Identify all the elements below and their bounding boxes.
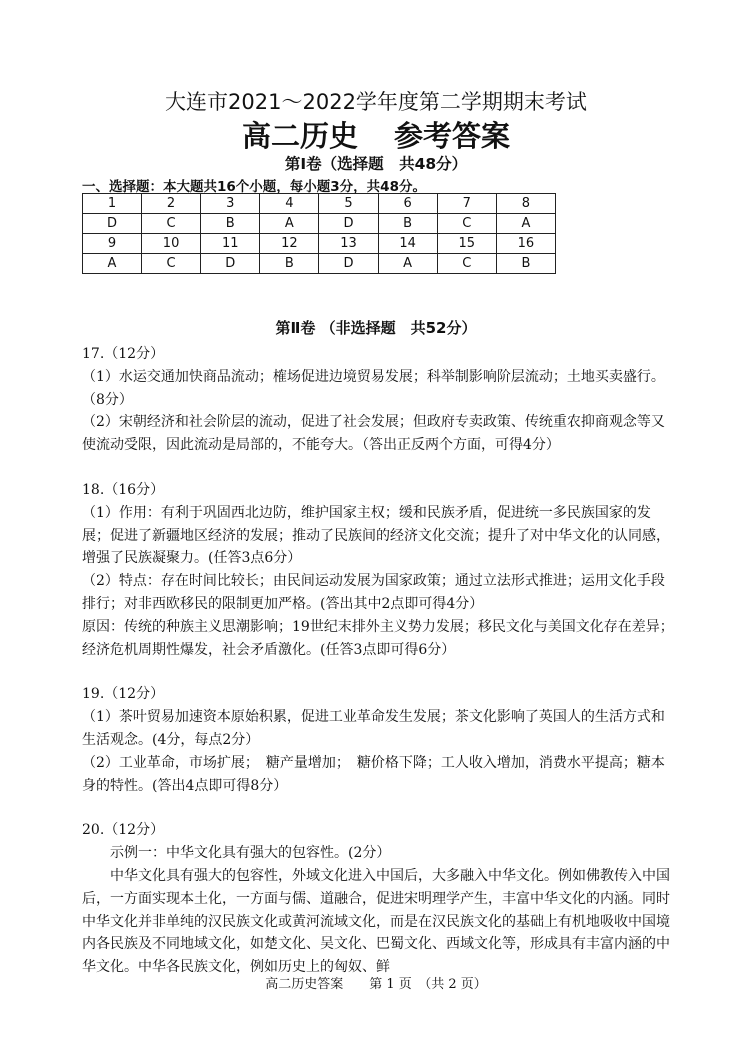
table-row [83, 234, 556, 254]
table-cell: D [201, 254, 260, 274]
table-cell: B [260, 254, 319, 274]
question-17 [82, 343, 678, 457]
table-cell: C [437, 254, 496, 274]
table-cell: 5 [319, 194, 378, 214]
question-20-text: 中华文化具有强大的包容性，外域文化进入中国后，大多融入中华文化。例如佛教传入中国后，一方面实现本土化，一方面与儒、道融合，促进宋明理学产生，丰富中华文化的内涵。同时中华文化并非单纯的汉民族文化或黄河流域文化，而是在汉民族文化的基础上有机地吸收中国境内各民族及不同地域文化，如楚文化、吴文化、巴蜀文化、西域文化等，形成具有丰富内涵的中华文化。中华各民族文化，例如历史上的匈奴、鲜 [82, 867, 670, 976]
part1-instruction: 一、选择题：本大题共16个小题，每小题3分，共48分。 [82, 179, 426, 195]
table-row [83, 214, 556, 234]
question-17-part2: （2）宋朝经济和社会阶层的流动，促进了社会发展；但政府专卖政策、传统重农抑商观念等又使流动受限，因此流动是局部的，不能夸大。（答出正反两个方面，可得4分） [82, 414, 665, 454]
part1-title: 第Ⅰ卷（选择题 共48分） [284, 155, 468, 173]
question-18-reasons: 原因：传统的种族主义思潮影响；19世纪末排外主义势力发展；移民文化与美国文化存在差异；经济危机周期性爆发，社会矛盾激化。(任答3点即可得6分） [82, 618, 674, 658]
table-cell: 4 [260, 194, 319, 214]
table-cell: D [319, 254, 378, 274]
table-cell: 3 [201, 194, 260, 214]
table-cell: 11 [201, 234, 260, 254]
page-title [0, 114, 752, 155]
table-cell: A [496, 214, 555, 234]
table-cell: 10 [142, 234, 201, 254]
table-cell: 1 [83, 194, 142, 214]
subject-title: 高二历史 [241, 119, 358, 153]
table-cell: A [83, 254, 142, 274]
answer-body [82, 343, 678, 979]
table-cell: C [437, 214, 496, 234]
question-18-part1: （1）作用：有利于巩固西北边防，维护国家主权；缓和民族矛盾，促进统一多民族国家的发展；促进了新疆地区经济的发展；推动了民族间的经济文化交流；提升了对中华文化的认同感，增强了民族凝聚力。(任答3点6分） [82, 504, 670, 567]
table-cell: 6 [378, 194, 437, 214]
question-20-head: 20.（12分） [82, 822, 165, 839]
table-cell: 15 [437, 234, 496, 254]
table-cell: 16 [496, 234, 555, 254]
table-row [83, 194, 556, 214]
table-cell: 12 [260, 234, 319, 254]
answer-key-title: 参考答案 [394, 119, 511, 153]
table-cell: D [83, 214, 142, 234]
question-18 [82, 479, 678, 661]
question-17-head: 17.（12分） [82, 346, 165, 362]
question-18-part2: （2）特点：存在时间比较长；由民间运动发展为国家政策；通过立法形式推进；运用文化手段排行；对非西欧移民的限制更加严格。(答出其中2点即可得4分） [82, 573, 665, 612]
table-cell: B [378, 214, 437, 234]
part2-title: 第Ⅱ卷 （非选择题 共52分） [275, 319, 477, 337]
question-20 [82, 819, 678, 979]
table-cell: D [319, 214, 378, 234]
table-cell: C [142, 254, 201, 274]
table-cell: 13 [319, 234, 378, 254]
table-cell: C [142, 214, 201, 234]
table-cell: 9 [83, 234, 142, 254]
table-cell: 2 [142, 194, 201, 214]
table-cell: 14 [378, 234, 437, 254]
table-cell: A [378, 254, 437, 274]
exam-title: 大连市2021～2022学年度第二学期期末考试 [165, 90, 587, 114]
question-19-part2: （2）工业革命，市场扩展； 糖产量增加； 糖价格下降；工人收入增加，消费水平提高；糖本身的特性。(答出4点即可得8分） [82, 754, 665, 794]
question-18-head: 18.（16分） [82, 481, 165, 498]
table-cell: B [201, 214, 260, 234]
question-19 [82, 683, 678, 797]
question-17-part1: （1）水运交通加快商品流动；榷场促进边境贸易发展；科举制影响阶层流动；土地买卖盛行。（8分） [82, 368, 665, 408]
question-20-example: 示例一：中华文化具有强大的包容性。(2分） [110, 845, 391, 862]
table-row [83, 254, 556, 274]
answer-table [82, 193, 556, 274]
table-cell: 8 [496, 194, 555, 214]
table-cell: B [496, 254, 555, 274]
question-19-head: 19.（12分） [82, 686, 165, 703]
table-cell: A [260, 214, 319, 234]
question-19-part1: （1）茶叶贸易加速资本原始积累，促进工业革命发生发展；茶文化影响了英国人的生活方式和生活观念。(4分，每点2分） [82, 709, 665, 748]
page-footer: 高二历史答案 第 1 页 （共 2 页） [265, 977, 487, 992]
table-cell: 7 [437, 194, 496, 214]
